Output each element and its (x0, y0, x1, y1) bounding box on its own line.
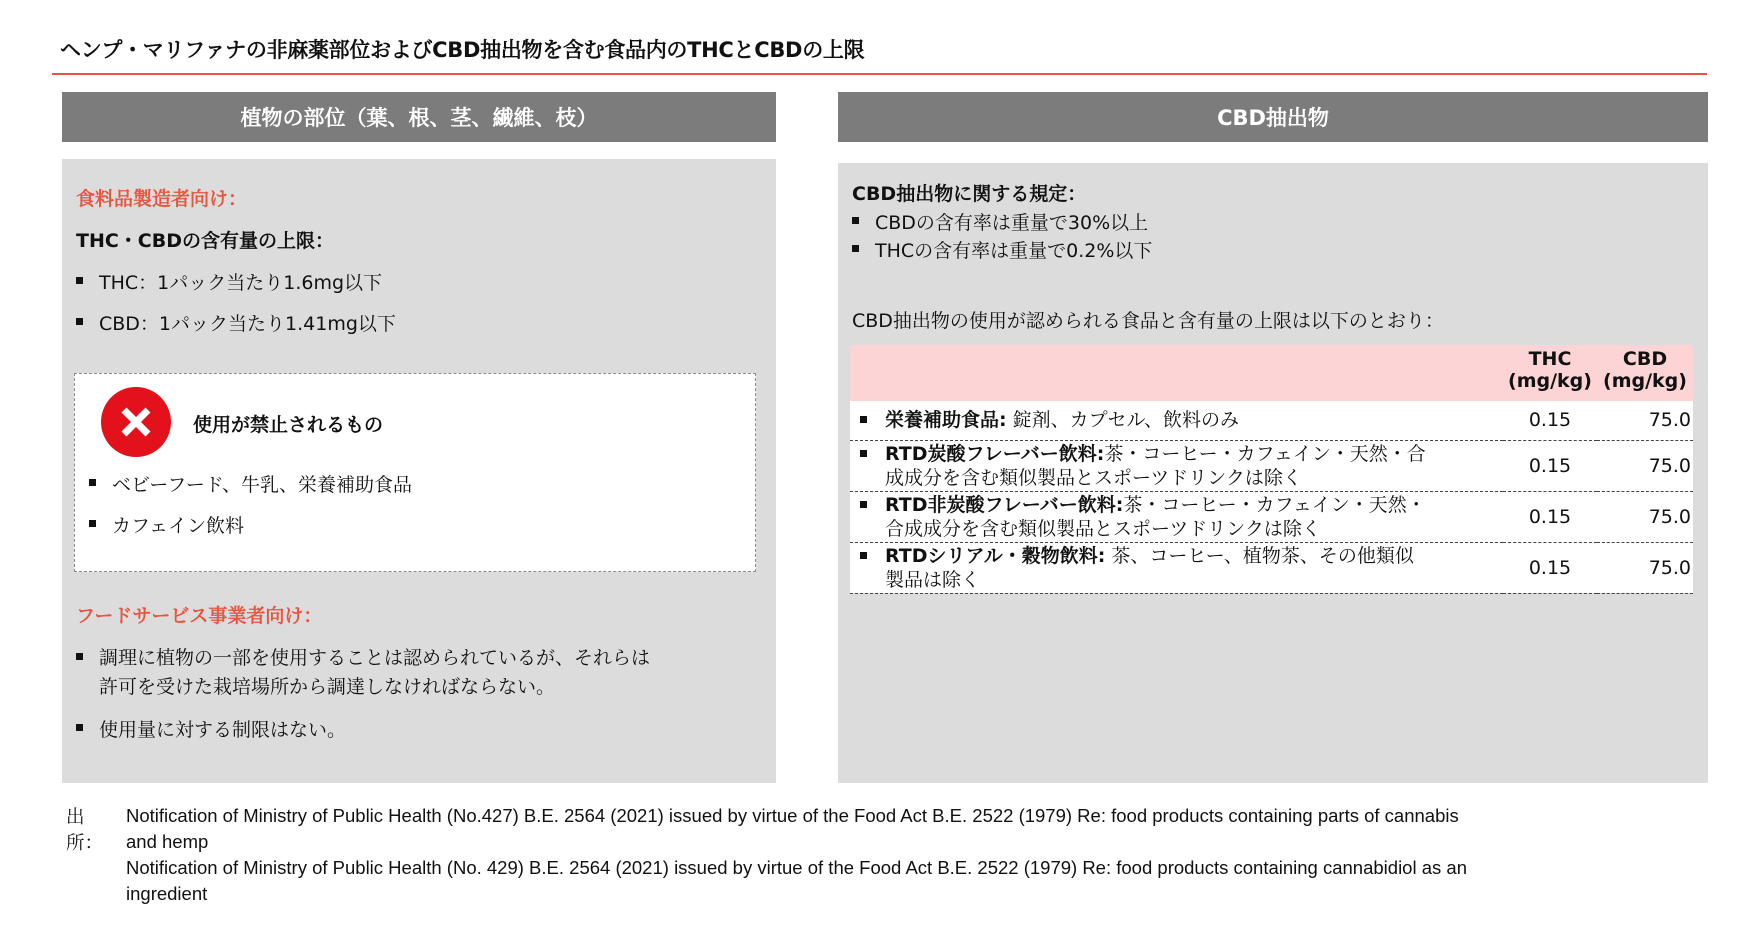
table-header-item (850, 345, 1503, 401)
plant-parts-header: 植物の部位（葉、根、茎、繊維、枝） (62, 92, 776, 142)
cbd-extract-header: CBD抽出物 (838, 92, 1708, 142)
plant-parts-panel (62, 159, 776, 783)
table-cell-thc: 0.15 (1503, 491, 1597, 542)
forbidden-item: ベビーフード、牛乳、栄養補助食品 (89, 470, 412, 497)
forbidden-box (74, 373, 756, 572)
table-cell-cbd: 75.0 (1597, 440, 1693, 491)
source-line: and hemp (126, 831, 209, 852)
table-cell-item: 栄養補助食品: 錠剤、カプセル、飲料のみ (850, 401, 1503, 440)
bullet-icon (76, 724, 83, 731)
bullet-icon (852, 245, 859, 252)
bullet-icon (860, 501, 867, 508)
x-icon (101, 387, 171, 457)
table-row (850, 440, 1693, 491)
bullet-icon (852, 217, 859, 224)
bullet-icon (76, 653, 83, 660)
manufacturers-heading: 食料品製造者向け： (76, 188, 248, 210)
limits-table (850, 345, 1693, 594)
limit-thc: THC：1パック当たり1.6mg以下 (76, 268, 382, 295)
bullet-icon (860, 416, 867, 423)
table-row (850, 542, 1693, 593)
table-cell-item: RTD炭酸フレーバー飲料:茶・コーヒー・カフェイン・天然・合 成成分を含む類似製品とスポーツドリンクは除く (850, 440, 1503, 491)
bullet-icon (76, 277, 83, 284)
source-label: 出所： (66, 806, 104, 853)
title-divider (52, 73, 1707, 75)
table-cell-cbd: 75.0 (1597, 542, 1693, 593)
source-line: Notification of Ministry of Public Health (No. 429) B.E. 2564 (2021) issued by virtue of the Food Act B.E. 2522 (1979) Re: food products containing cannabidiol as an (126, 857, 1467, 878)
bullet-icon (89, 479, 96, 486)
table-row (850, 491, 1693, 542)
forbidden-title: 使用が禁止されるもの (193, 414, 384, 436)
table-cell-item: RTDシリアル・穀物飲料: 茶、コーヒー、植物茶、その他類似 製品は除く (850, 542, 1503, 593)
limits-heading: THC・CBDの含有量の上限： (76, 230, 335, 252)
table-cell-item: RTD非炭酸フレーバー飲料:茶・コーヒー・カフェイン・天然・ 合成成分を含む類似製品とスポーツドリンクは除く (850, 491, 1503, 542)
table-row (850, 401, 1693, 440)
rule-item: CBDの含有率は重量で30%以上 (852, 208, 1148, 235)
bullet-icon (89, 520, 96, 527)
table-intro: CBD抽出物の使用が認められる食品と含有量の上限は以下のとおり： (852, 310, 1444, 332)
cbd-extract-panel (838, 163, 1708, 783)
foodservice-item: 調理に植物の一部を使用することは認められているが、それらは 許可を受けた栽培場所から調達しなければならない。 (76, 644, 650, 702)
table-cell-thc: 0.15 (1503, 542, 1597, 593)
limit-cbd: CBD：1パック当たり1.41mg以下 (76, 309, 396, 336)
foodservice-item: 使用量に対する制限はない。 (76, 715, 346, 742)
rules-heading: CBD抽出物に関する規定： (852, 183, 1087, 205)
source-line: Notification of Ministry of Public Health (No.427) B.E. 2564 (2021) issued by virtue of the Food Act B.E. 2522 (1979) Re: food products containing parts of cannabis (126, 805, 1459, 826)
table-cell-cbd: 75.0 (1597, 491, 1693, 542)
bullet-icon (860, 552, 867, 559)
foodservice-heading: フードサービス事業者向け： (76, 605, 323, 627)
table-cell-thc: 0.15 (1503, 401, 1597, 440)
source-line: ingredient (126, 883, 208, 904)
rule-item: THCの含有率は重量で0.2%以下 (852, 236, 1152, 263)
table-cell-cbd: 75.0 (1597, 401, 1693, 440)
table-header-cbd: CBD (mg/kg) (1597, 345, 1693, 401)
page-title: ヘンプ・マリファナの非麻薬部位およびCBD抽出物を含む食品内のTHCとCBDの上限 (60, 38, 865, 62)
bullet-icon (76, 318, 83, 325)
table-header-row (850, 345, 1693, 401)
table-cell-thc: 0.15 (1503, 440, 1597, 491)
table-header-thc: THC (mg/kg) (1503, 345, 1597, 401)
forbidden-item: カフェイン飲料 (89, 511, 244, 538)
bullet-icon (860, 450, 867, 457)
